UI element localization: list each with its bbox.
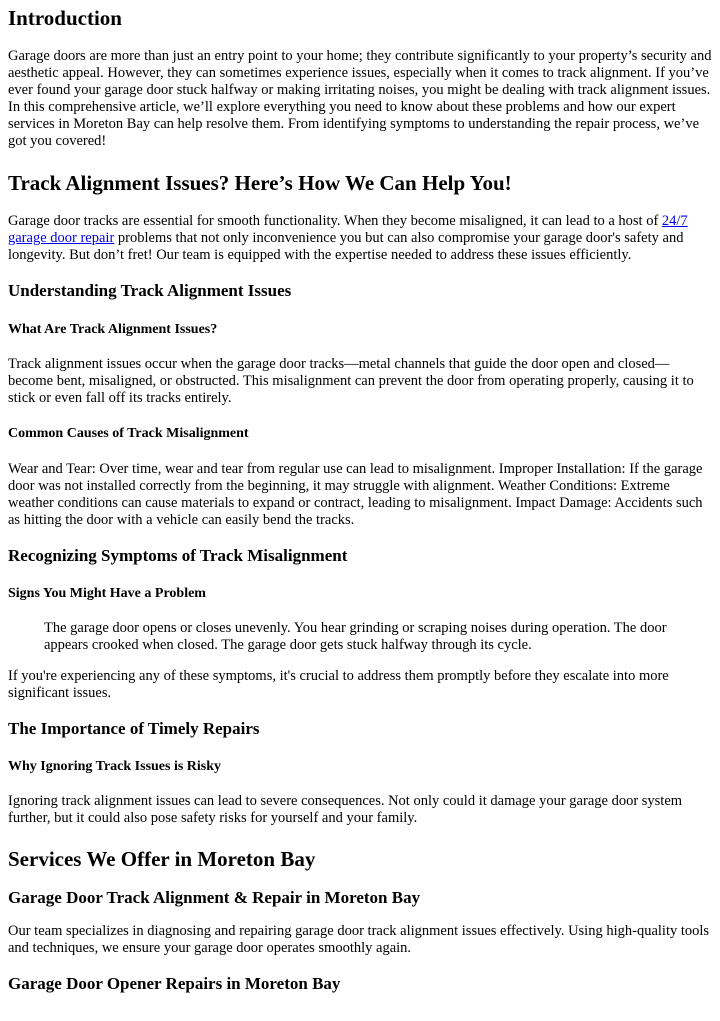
- intro-paragraph: Garage doors are more than just an entry point to your home; they contribute significantly to your property’s security and aesthetic appeal. However, they can sometimes experience issues, especially when it comes to track alignment. If you’ve ever found your garage door stuck halfway or making irritating noises, you might be dealing with track alignment issues. In this comprehensive article, we’ll explore everything you need to know about these problems and how our expert services in Moreton Bay can help resolve them. From identifying symptoms to understanding the repair process, we’ve got you covered!: [8, 48, 712, 149]
- services-heading: Services We Offer in Moreton Bay: [8, 847, 316, 871]
- track-heading: Track Alignment Issues? Here’s How We Can Help You!: [8, 171, 512, 195]
- track-paragraph: [8, 213, 712, 264]
- signs-heading: Signs You Might Have a Problem: [8, 586, 206, 601]
- opener-service-heading: Garage Door Opener Repairs in Moreton Bay: [8, 974, 341, 993]
- why-paragraph: Ignoring track alignment issues can lead to severe consequences. Not only could it damage your garage door system further, but it could also pose safety risks for yourself and your family.: [8, 793, 683, 826]
- track-service-heading: Garage Door Track Alignment & Repair in Moreton Bay: [8, 888, 421, 907]
- what-heading: What Are Track Alignment Issues?: [8, 322, 218, 337]
- article: [0, 4, 720, 995]
- causes-paragraph: Wear and Tear: Over time, wear and tear from regular use can lead to misalignment. Improper Installation: If the garage door was not installed correctly from the beginning, it may struggle with alignment. Weather Conditions: Extreme weather conditions can cause materials to expand or contract, leading to misalignment. Impact Damage: Accidents such as hitting the door with a vehicle can easily bend the tracks.: [8, 461, 703, 528]
- signs-list: The garage door opens or closes unevenly. You hear grinding or scraping noises during operation. The door appears crooked when closed. The garage door gets stuck halfway through its cycle.: [44, 620, 667, 653]
- what-paragraph: Track alignment issues occur when the garage door tracks—metal channels that guide the door open and closed—become bent, misaligned, or obstructed. This misalignment can prevent the door from operating properly, causing it to stick or even fall off its tracks entirely.: [8, 356, 694, 406]
- track-text-after: problems that not only inconvenience you but can also compromise your garage door's safety and longevity. But don’t fret! Our team is equipped with the expertise needed to address these issues efficiently.: [8, 230, 684, 263]
- causes-heading: Common Causes of Track Misalignment: [8, 426, 249, 441]
- timely-heading: The Importance of Timely Repairs: [8, 719, 260, 738]
- symptoms-followup: If you're experiencing any of these symptoms, it's crucial to address them promptly before they escalate into more significant issues.: [8, 668, 669, 701]
- intro-heading: Introduction: [8, 6, 122, 30]
- garage-door-repair-link[interactable]: 24/7 garage door repair: [8, 213, 688, 246]
- understanding-heading: Understanding Track Alignment Issues: [8, 281, 292, 300]
- symptoms-heading: Recognizing Symptoms of Track Misalignment: [8, 546, 348, 565]
- track-text-before: Garage door tracks are essential for smooth functionality. When they become misaligned, it can lead to a host of: [8, 213, 662, 229]
- why-heading: Why Ignoring Track Issues is Risky: [8, 759, 222, 774]
- track-service-paragraph: Our team specializes in diagnosing and repairing garage door track alignment issues effectively. Using high-quality tools and techniques, we ensure your garage door operates smoothly again.: [8, 923, 710, 956]
